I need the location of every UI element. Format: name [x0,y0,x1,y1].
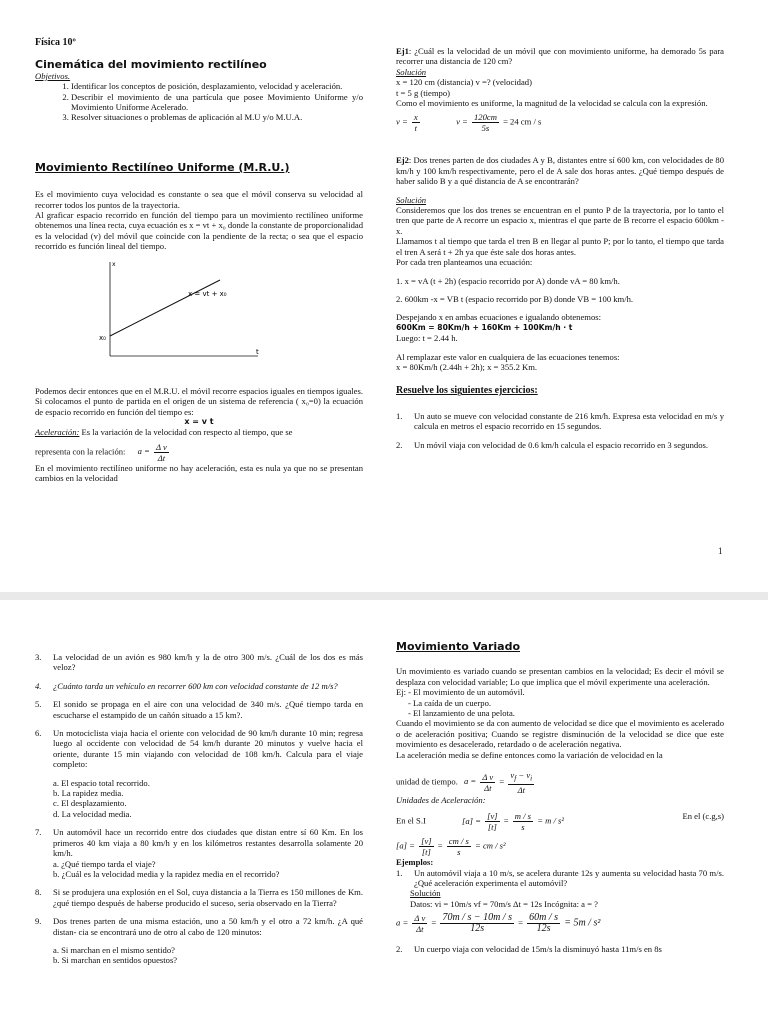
exercise-item: 8. Si se produjera una explosión en el Sol, cuya distancia a la Tierra es 150 millones de Km. ¿qué tiempo después de haberse producido el suceso, seria observado en la Tierra? [35,887,363,908]
mv-paragraph-3: La aceleración media se define entonces como la variación de velocidad en la [396,749,663,760]
ej2-equation-1: 1. x = vA (t + 2h) (espacio recorrido por A) donde vA = 80 km/h. [396,275,620,286]
subitem: b. ¿Cuál es la velocidad media y la rapidez media en el recorrido? [53,868,280,879]
equation-x-vt: x = v t [184,416,214,426]
ej2-question: : Dos trenes parten de dos ciudades A y B, distantes entre sí 600 km, con velocidades de 80 km/h y 100 km/h respectivamente, pero el de A sale dos horas antes. ¿Qué tiempo después de haber salido B y a qué distancia de A se encontrarán? [396,155,724,187]
exercise-item: 5. El sonido se propaga en el aire con una velocidad de 340 m/s. ¿Qué tiempo tarda en escucharse el estampido de un cañón situado a 15 km?. [35,699,363,720]
x-axis-label: t [256,347,259,356]
exercise-item: 4. ¿Cuánto tarda un vehículo en recorrer 600 km con velocidad constante de 12 m/s? [35,680,338,691]
examples-label: Ejemplos: [396,857,434,868]
mean-acceleration-formula: unidad de tiempo. a = $\frac{\text{Δ v}}{\Delta t}$ = $\frac{v_f - v_i}{\Delta t}$ [396,770,533,795]
mv-paragraph-1: Un movimiento es variado cuando se presentan cambios en la velocidad; Es decir el móvil se desplaza con velocidad variable; Lo que implica que el móvil experimente una aceleración. [396,666,724,687]
ej2-label: Ej2 [396,155,409,166]
mru-paragraph-1: Es el movimiento cuya velocidad es constante o sea que el móvil conserva su velocidad al recorrer todos los puntos de la trayectoria. [35,189,363,210]
si-label: En el S.I [396,815,426,826]
ej2-solution-label: Solución [396,194,427,205]
mru-paragraph-3: Podemos decir entonces que en el M.R.U. el móvil recorre espacios iguales en tiempos iguales. Si colocamos el punto de partida en el origen de un sistema de referencia ( x₀=0) la ecuación de espacio recorrido en función del tiempo es: [35,385,363,417]
objectives-list [35,81,363,123]
page1-right-column [396,46,724,450]
units-label: Unidades de Aceleración: [396,794,486,805]
subitem: a. ¿Qué tiempo tarda el viaje? [53,858,156,869]
ej1-data-line-1: x = 120 cm (distancia) v =? (velocidad) [396,77,532,88]
exercise-item: 3. La velocidad de un avión es 980 km/h y la de otro 300 m/s. ¿Cuál de los dos es más veloz? [35,652,363,673]
exercise-9-subitems [35,945,363,966]
subitem: b. La rapidez media. [53,788,124,799]
page-title: Cinemática del movimiento rectilíneo [35,58,267,72]
subitem: b. Si marchan en sentidos opuestos? [53,955,178,966]
exercise-item: 1. Un auto se mueve con velocidad constante de 216 km/h. Expresa esta velocidad en m/s y calcula en metros el espacio recorrido en 15 segundos. [396,410,724,432]
ej2-paragraph-4: Despejando x en ambas ecuaciones e igualando obtenemos: [396,312,601,323]
objective-item: 3. Resolver situaciones o problemas de aplicación al M.U y/o M.U.A. [71,112,363,122]
mv-example-2: - La caída de un cuerpo. [408,697,492,708]
subject-label: Física 10º [35,37,76,48]
ej2-paragraph-6: Luego: t = 2.44 h. [396,333,458,344]
exercise-item: 9. Dos trenes parten de una misma estación, uno a 50 km/h y el otro a 72 km/h. ¿A qué distan- cia se encontrará uno de otro al cabo de 120 minutos: [35,916,363,937]
subitem: d. La velocidad media. [53,808,132,819]
subitem: a. El espacio total recorrido. [53,777,150,788]
ej2-paragraph-5: 600Km = 80Km/h + 160Km + 100Km/h · t [396,322,573,332]
ej2-paragraph-1: Consideremos que los dos trenes se encuentran en el punto P de la trayectoria, por lo tanto el tren que parte de A recorre un espacio x, mientras el que parte de B recorre el espacio 600km - x. [396,205,724,236]
line-equation-label: x = vt + x₀ [188,289,227,298]
mru-paragraph-4: En el movimiento rectilíneo uniforme no hay aceleración, esta es nula ya que no se presentan cambios en la velocidad [35,462,363,484]
ej1-question: : ¿Cuál es la velocidad de un móvil que con movimiento uniforme, ha demorado 5s para recorrer una distancia de 120 cm? [396,46,724,67]
ej2-paragraph-7: Al remplazar este valor en cualquiera de las ecuaciones tenemos: [396,351,620,362]
acceleration-definition: Es la variación de la velocidad con respecto al tiempo, que se [81,427,293,438]
page2-left-column [35,652,363,966]
mv-paragraph-2: Cuando el movimiento se da con aumento de velocidad se dice que el movimiento es acelerado o de aceleración positiva; Cuando se registre disminución de la velocidad se dice que este movimiento es desacelerado, retardado o de aceleración negativa. [396,718,724,750]
subitem: a. Si marchan en el mismo sentido? [53,944,175,955]
ej2-paragraph-3: Por cada tren planteamos una ecuación: [396,257,533,268]
exercise-7-subitems [35,859,363,880]
exercises-heading: Resuelve los siguientes ejercicios: [396,385,538,397]
acceleration-label: Aceleración: [35,427,80,438]
subitem: c. El desplazamiento. [53,798,127,809]
mv-paragraph-4: unidad de tiempo. [396,776,458,787]
position-time-graph [90,258,290,376]
ej2-paragraph-2: Llamamos t al tiempo que tarda el tren B en llegar al punto P; por lo tanto, el tiempo que tarda el tren A será t + 2h ya que éste sale dos horas antes. [396,236,724,257]
y-axis-label: x [112,260,116,268]
objectives-label: Objetivos. [35,70,71,81]
si-units-line: En el S.I [a] = $\frac{[v]}{[t]}$ = $\frac{m / s}{s}$ = m / s² En el (c.g,s) [396,811,724,833]
graph-line [110,280,220,336]
intercept-label: x₀ [99,333,106,342]
mru-heading: Movimiento Rectilíneo Uniforme (M.R.U.) [35,160,290,174]
page-number: 1 [718,546,723,556]
ej1-label: Ej1 [396,46,409,56]
ej2-equation-2: 2. 600km -x = VB t (espacio recorrido por B) donde VB = 100 km/h. [396,293,634,304]
ej1-result: = 24 cm / s [503,116,542,127]
acceleration-relation-label: representa con la relación: [35,446,126,457]
mru-paragraph-2: Al graficar espacio recorrido en función del tiempo para un movimiento rectilíneo uniforme obtenemos una línea recta, cuya ecuación es x = vt + x₀ donde la constante de proporcionalidad es la velocidad (v) del móvil que coincide con la pendiente de la recta; o sea que el espacio recorrido es función lineal del tiempo. [35,210,363,252]
ej2-paragraph-8: x = 80Km/h (2.44h + 2h); x = 355.2 Km. [396,361,538,372]
exercise-item: 2. Un móvil viaja con velocidad de 0.6 km/h calcula el espacio recorrido en 3 segundos. [396,439,709,450]
exercise-item: 7. Un automóvil hace un recorrido entre dos ciudades que distan entre sí 60 Km. En los primeros 40 km viaja a 80 km/h y en los kilómetros restantes desarrolla solamente 20 km/h. [35,827,363,859]
example-item: 1. Un automóvil viaja a 10 m/s, se acelera durante 12s y aumenta su velocidad hasta 70 m/s. ¿Qué aceleración experimenta el automóvil? [396,867,724,888]
mv-example-3: - El lanzamiento de una pelota. [408,708,515,719]
cgs-units-line: [a] = $\frac{[v]}{[t]}$ = $\frac{cm / s}{s}$ = cm / s² [396,836,506,858]
e1-solution-label: Solución [410,888,441,899]
objective-item: 1. Identificar los conceptos de posición, desplazamiento, velocidad y aceleración. [71,81,363,91]
acceleration-fraction: $\frac{\text{Δ v}}{\Delta t}$ [156,441,167,463]
page1-left-column [35,38,363,484]
page2-right-column [396,642,724,955]
objective-item: 2. Describir el movimiento de una partícula que posee Movimiento Uniforme y/o Movimiento Uniforme Acelerado. [71,92,363,113]
page-2 [0,600,768,1024]
ej1-formula: v = $\frac{x}{t}$ v = $\frac{120cm}{5s}$ = 24 cm / s [396,112,542,134]
exercise-item: 6. Un motociclista viaja hacia el oriente con velocidad de 90 km/h durante 10 min; regresa luego al occidente con velocidad de 54 km/h durante 20 minutos y vuelve hacia el oriente, durante 15 min viajando con velocidad de 108 km/h. Calcula para el viaje completo: [35,728,363,770]
ej1-explanation: Como el movimiento es uniforme, la magnitud de la velocidad se calcula con la expresión. [396,98,708,109]
e1-data-line: Datos: vi = 10m/s vf = 70m/s Δt = 12s Incógnita: a = ? [410,898,598,909]
movimiento-variado-heading: Movimiento Variado [396,640,520,653]
cgs-label: En el (c.g,s) [682,811,724,822]
mv-example-1: Ej: - El movimiento de un automóvil. [396,687,525,698]
e1-calculation: a = $\frac{\text{Δ v}}{\Delta t}$ = $\frac{70m / s - 10m / s}{12s}$ = $\frac{60m / s}{12s}$ = 5m / s² [396,912,601,935]
exercise-6-subitems [35,778,363,820]
ej1-solution-label: Solución [396,66,427,77]
example-item: 2. Un cuerpo viaja con velocidad de 15m/s la disminuyó hasta 11m/s en 8s [396,944,662,955]
ej1-data-line-2: t = 5 g (tiempo) [396,87,451,98]
acceleration-formula: a = [137,446,150,457]
